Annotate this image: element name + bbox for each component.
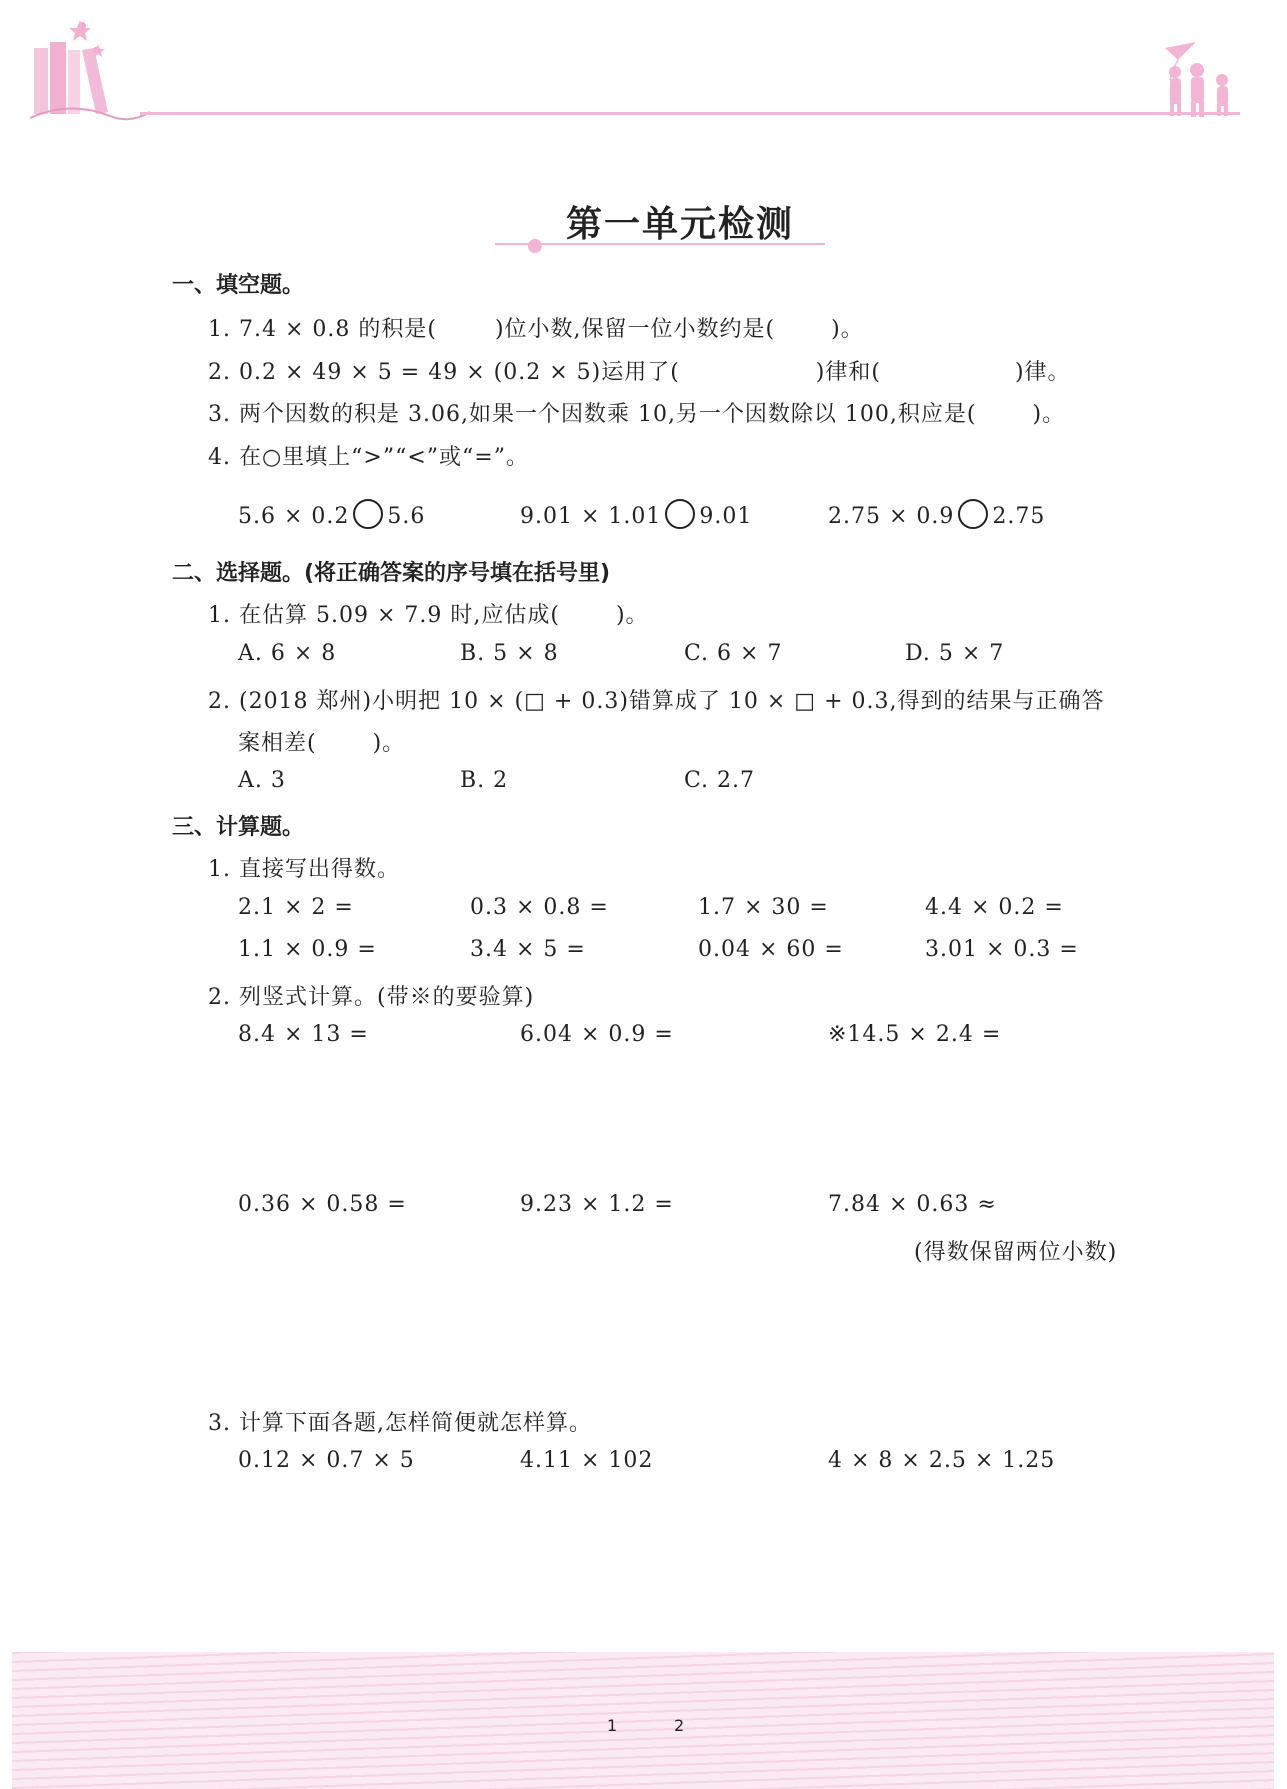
compare-3-left: 2.75 × 0.9: [828, 504, 955, 529]
compare-item-3: [828, 502, 1045, 532]
compare-item-1: [238, 502, 425, 532]
fill-q2-part-a: 2. 0.2 × 49 × 5 = 49 × (0.2 × 5)运用了(: [208, 360, 680, 385]
fill-q1-part-b: )位小数,保留一位小数约是(: [494, 317, 776, 342]
compare-circle-2: [665, 499, 695, 529]
header-decoration: [0, 0, 1287, 135]
choice-q1-part-a: 1. 在估算 5.09 × 7.9 时,应估成(: [208, 603, 560, 628]
vertical-calc-item: 9.23 × 1.2 =: [520, 1192, 674, 1217]
title-underline: [495, 238, 825, 254]
children-kite-icon: [1165, 42, 1228, 117]
direct-calc-item: 1.7 × 30 =: [698, 895, 829, 920]
choice-question-2-line1: 2. (2018 郑州)小明把 10 × (□ + 0.3)错算成了 10 × □ + 0.3,得到的结果与正确答: [208, 689, 1105, 714]
fill-question-1: [208, 312, 864, 343]
compare-item-2: [520, 502, 752, 532]
choice-q1-option-b: B. 5 × 8: [460, 641, 559, 666]
direct-calc-item: 0.3 × 0.8 =: [470, 895, 609, 920]
fill-q3-part-a: 3. 两个因数的积是 3.06,如果一个因数乘 10,另一个因数除以 100,积应是(: [208, 402, 977, 427]
choice-q1-option-c: C. 6 × 7: [684, 641, 783, 666]
fill-q2-part-c: )律。: [1014, 360, 1071, 385]
direct-calc-item: 0.04 × 60 =: [698, 937, 844, 962]
compare-2-left: 9.01 × 1.01: [520, 504, 662, 529]
direct-calc-item: 3.4 × 5 =: [470, 937, 586, 962]
choice-q1-part-b: )。: [615, 603, 649, 628]
choice-question-1: [208, 598, 649, 629]
page-title: 第一单元检测: [566, 204, 795, 245]
books-icon: [30, 22, 150, 119]
section-heading-choice: 二、选择题。(将正确答案的序号填在括号里): [172, 561, 611, 586]
vertical-calc-item: 0.36 × 0.58 =: [238, 1192, 407, 1217]
fill-question-4: 4. 在○里填上“>”“<”或“=”。: [208, 445, 529, 470]
calc-question-2: 2. 列竖式计算。(带※的要验算): [208, 985, 535, 1010]
fill-q1-part-a: 1. 7.4 × 0.8 的积是(: [208, 317, 437, 342]
compare-1-right: 5.6: [387, 504, 426, 529]
page-number-left: 1: [607, 1716, 618, 1735]
choice-q1-option-a: A. 6 × 8: [238, 641, 337, 666]
compare-2-right: 9.01: [699, 504, 753, 529]
vertical-calc-item: 6.04 × 0.9 =: [520, 1022, 674, 1047]
choice-q1-option-d: D. 5 × 7: [905, 641, 1005, 666]
direct-calc-item: 4.4 × 0.2 =: [925, 895, 1064, 920]
choice-q2-part-a: 案相差(: [238, 731, 317, 756]
choice-question-2-line2: [238, 726, 405, 757]
section-heading-fill: 一、填空题。: [172, 273, 305, 298]
page-number-right: 2: [674, 1716, 685, 1735]
header-rule: [140, 112, 1240, 115]
calc-question-1: 1. 直接写出得数。: [208, 857, 400, 882]
vertical-calc-item: 8.4 × 13 =: [238, 1022, 369, 1047]
vertical-calc-item: ※14.5 × 2.4 =: [828, 1022, 1002, 1047]
footer-band: [12, 1652, 1274, 1789]
compare-circle-3: [958, 499, 988, 529]
fill-question-2: [208, 355, 1071, 386]
fill-q2-part-b: )律和(: [815, 360, 881, 385]
fill-question-3: [208, 397, 1065, 428]
simple-calc-item: 0.12 × 0.7 × 5: [238, 1448, 415, 1473]
simple-calc-item: 4.11 × 102: [520, 1448, 654, 1473]
choice-q2-option-c: C. 2.7: [684, 768, 756, 793]
calc-question-3: 3. 计算下面各题,怎样简便就怎样算。: [208, 1411, 592, 1436]
vertical-calc-item: 7.84 × 0.63 ≈: [828, 1192, 997, 1217]
fill-q1-part-c: )。: [831, 317, 864, 342]
direct-calc-item: 3.01 × 0.3 =: [925, 937, 1079, 962]
choice-q2-option-b: B. 2: [460, 768, 509, 793]
rounding-note: (得数保留两位小数): [914, 1240, 1118, 1265]
compare-circle-1: [353, 499, 383, 529]
direct-calc-item: 1.1 × 0.9 =: [238, 937, 377, 962]
section-heading-calc: 三、计算题。: [172, 815, 305, 840]
compare-3-right: 2.75: [992, 504, 1046, 529]
compare-1-left: 5.6 × 0.2: [238, 504, 350, 529]
direct-calc-item: 2.1 × 2 =: [238, 895, 354, 920]
simple-calc-item: 4 × 8 × 2.5 × 1.25: [828, 1448, 1056, 1473]
fill-q3-part-b: )。: [1032, 402, 1066, 427]
choice-q2-option-a: A. 3: [238, 768, 286, 793]
choice-q2-part-b: )。: [372, 731, 406, 756]
